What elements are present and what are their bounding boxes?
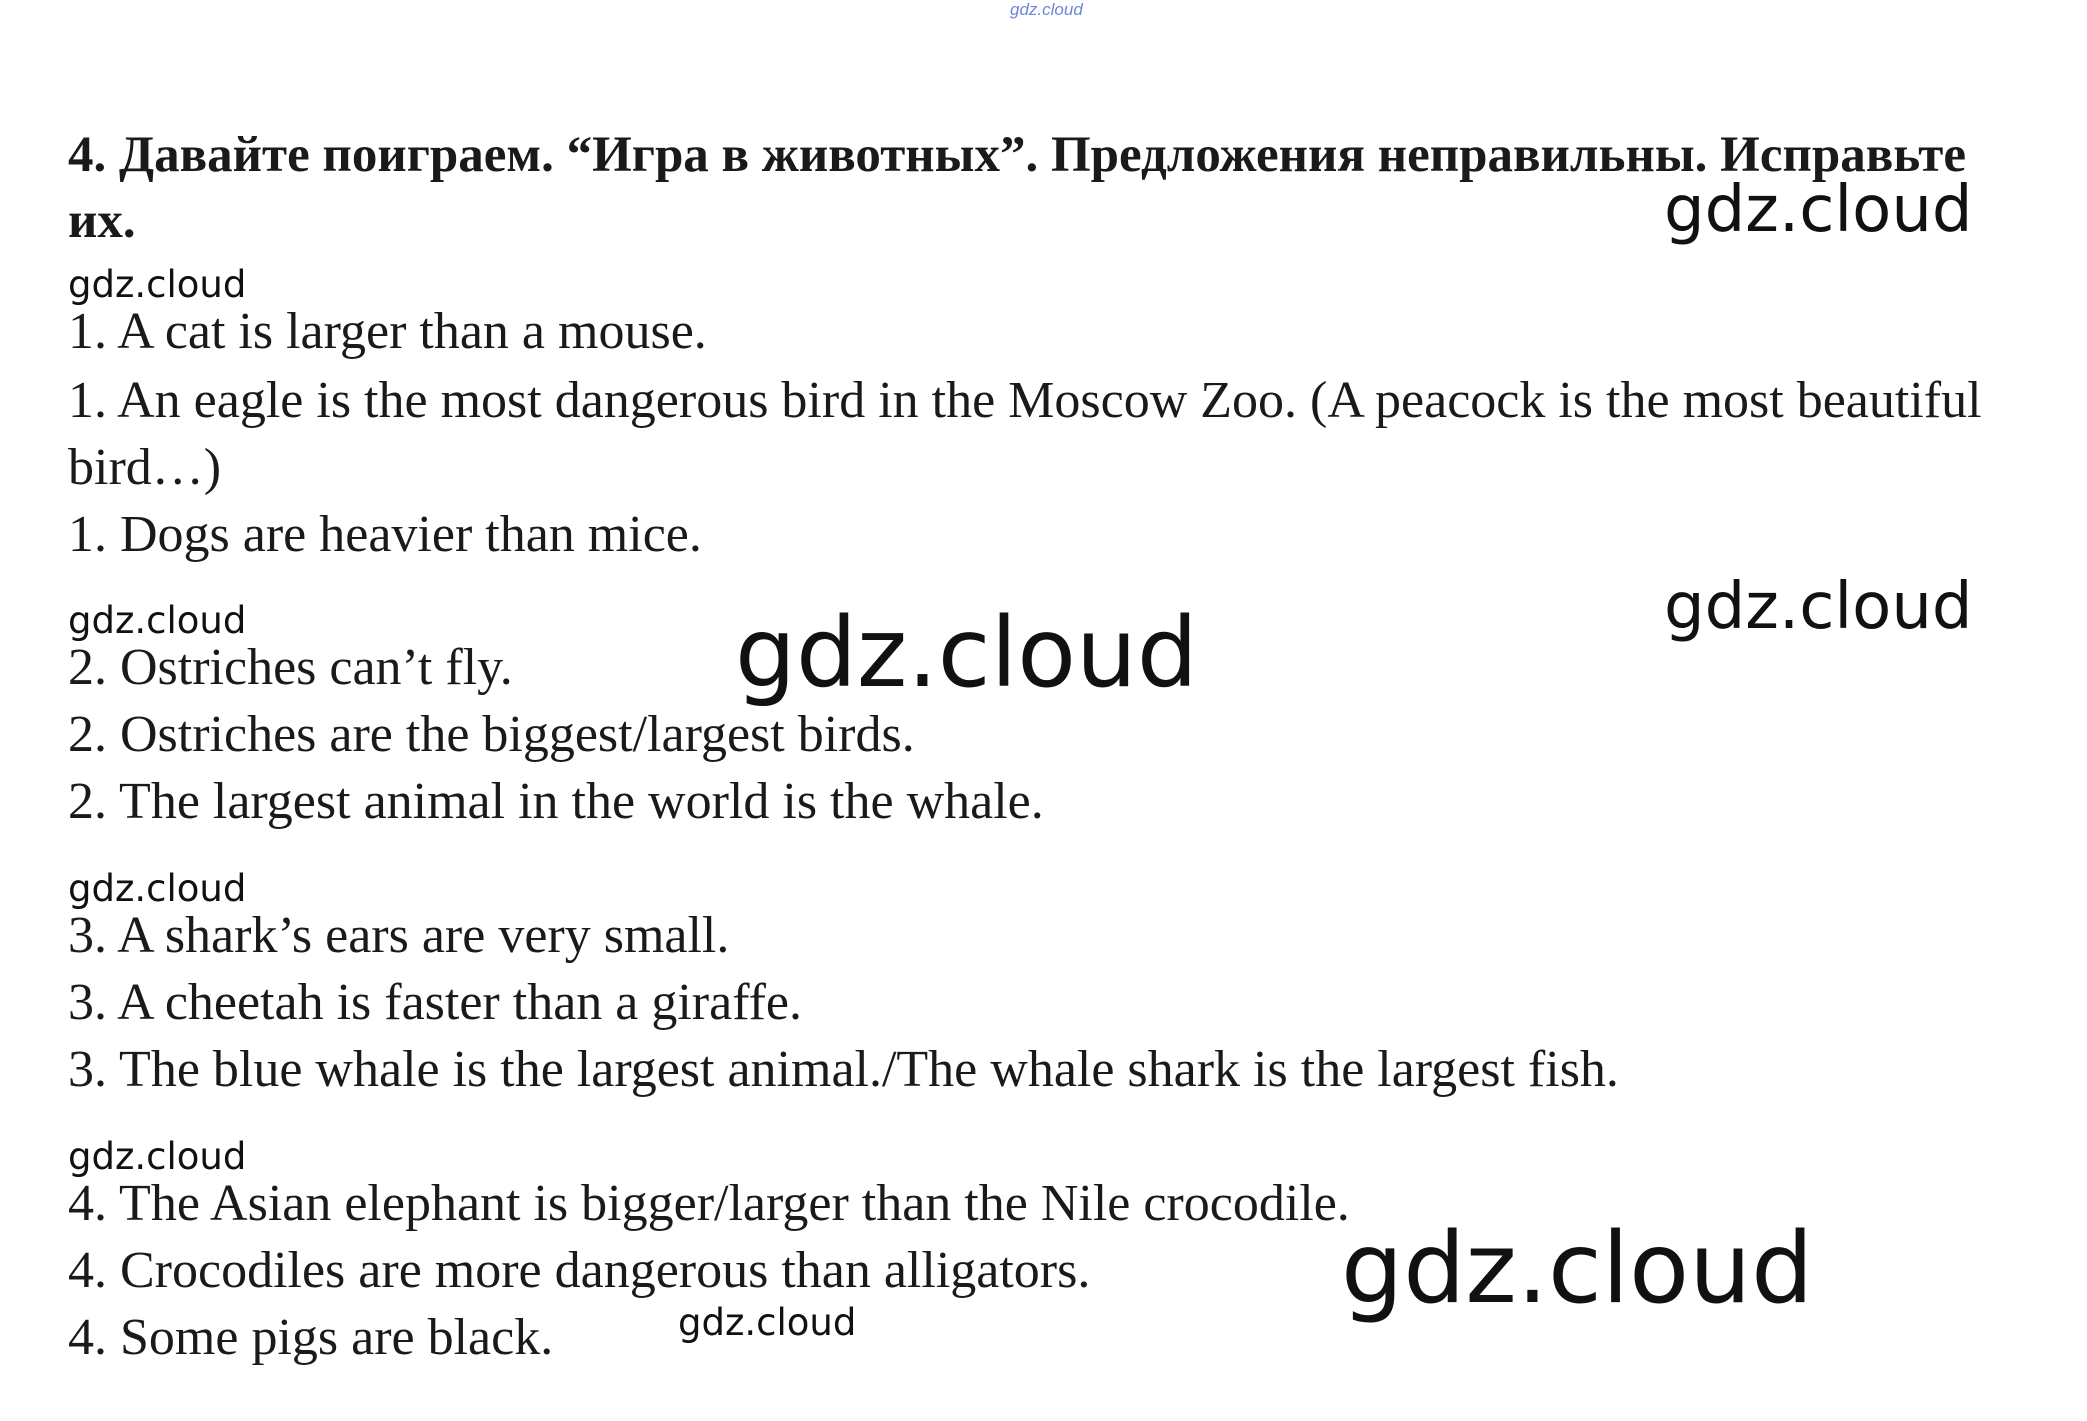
answer-line: 1. A cat is larger than a mouse. [68, 303, 707, 360]
watermark: gdz.cloud [68, 263, 247, 306]
exercise-heading: 4. Давайте поиграем. “Игра в животных”. Предложения неправильны. Исправьте их. [68, 127, 1966, 249]
answer-line: 4. Crocodiles are more dangerous than alligators. [68, 1242, 1091, 1299]
answer-line: 2. The largest animal in the world is the whale. [68, 773, 1044, 830]
answer-line: 3. The blue whale is the largest animal./The whale shark is the largest fish. [68, 1041, 1619, 1098]
answer-line: 2. Ostriches are the biggest/largest birds. [68, 706, 915, 763]
answer-line: 1. An eagle is the most dangerous bird in the Moscow Zoo. (A peacock is the most beautiful bird…) [68, 372, 1982, 496]
answer-line: 3. A shark’s ears are very small. [68, 907, 730, 964]
watermark: gdz.cloud [678, 1301, 857, 1344]
watermark: gdz.cloud [735, 597, 1198, 709]
watermark: gdz.cloud [68, 599, 247, 642]
watermark: gdz.cloud [68, 1135, 247, 1178]
answer-line: 1. Dogs are heavier than mice. [68, 506, 702, 563]
top-watermark: gdz.cloud [1010, 0, 1083, 19]
watermark: gdz.cloud [1664, 570, 1973, 644]
answer-line: 4. The Asian elephant is bigger/larger than the Nile crocodile. [68, 1175, 1350, 1232]
answer-line: 4. Some pigs are black. [68, 1309, 554, 1366]
watermark: gdz.cloud [1664, 173, 1973, 247]
answer-line: 2. Ostriches can’t fly. [68, 639, 513, 696]
watermark: gdz.cloud [68, 867, 247, 910]
answer-line: 3. A cheetah is faster than a giraffe. [68, 974, 802, 1031]
watermark: gdz.cloud [1341, 1212, 1814, 1326]
